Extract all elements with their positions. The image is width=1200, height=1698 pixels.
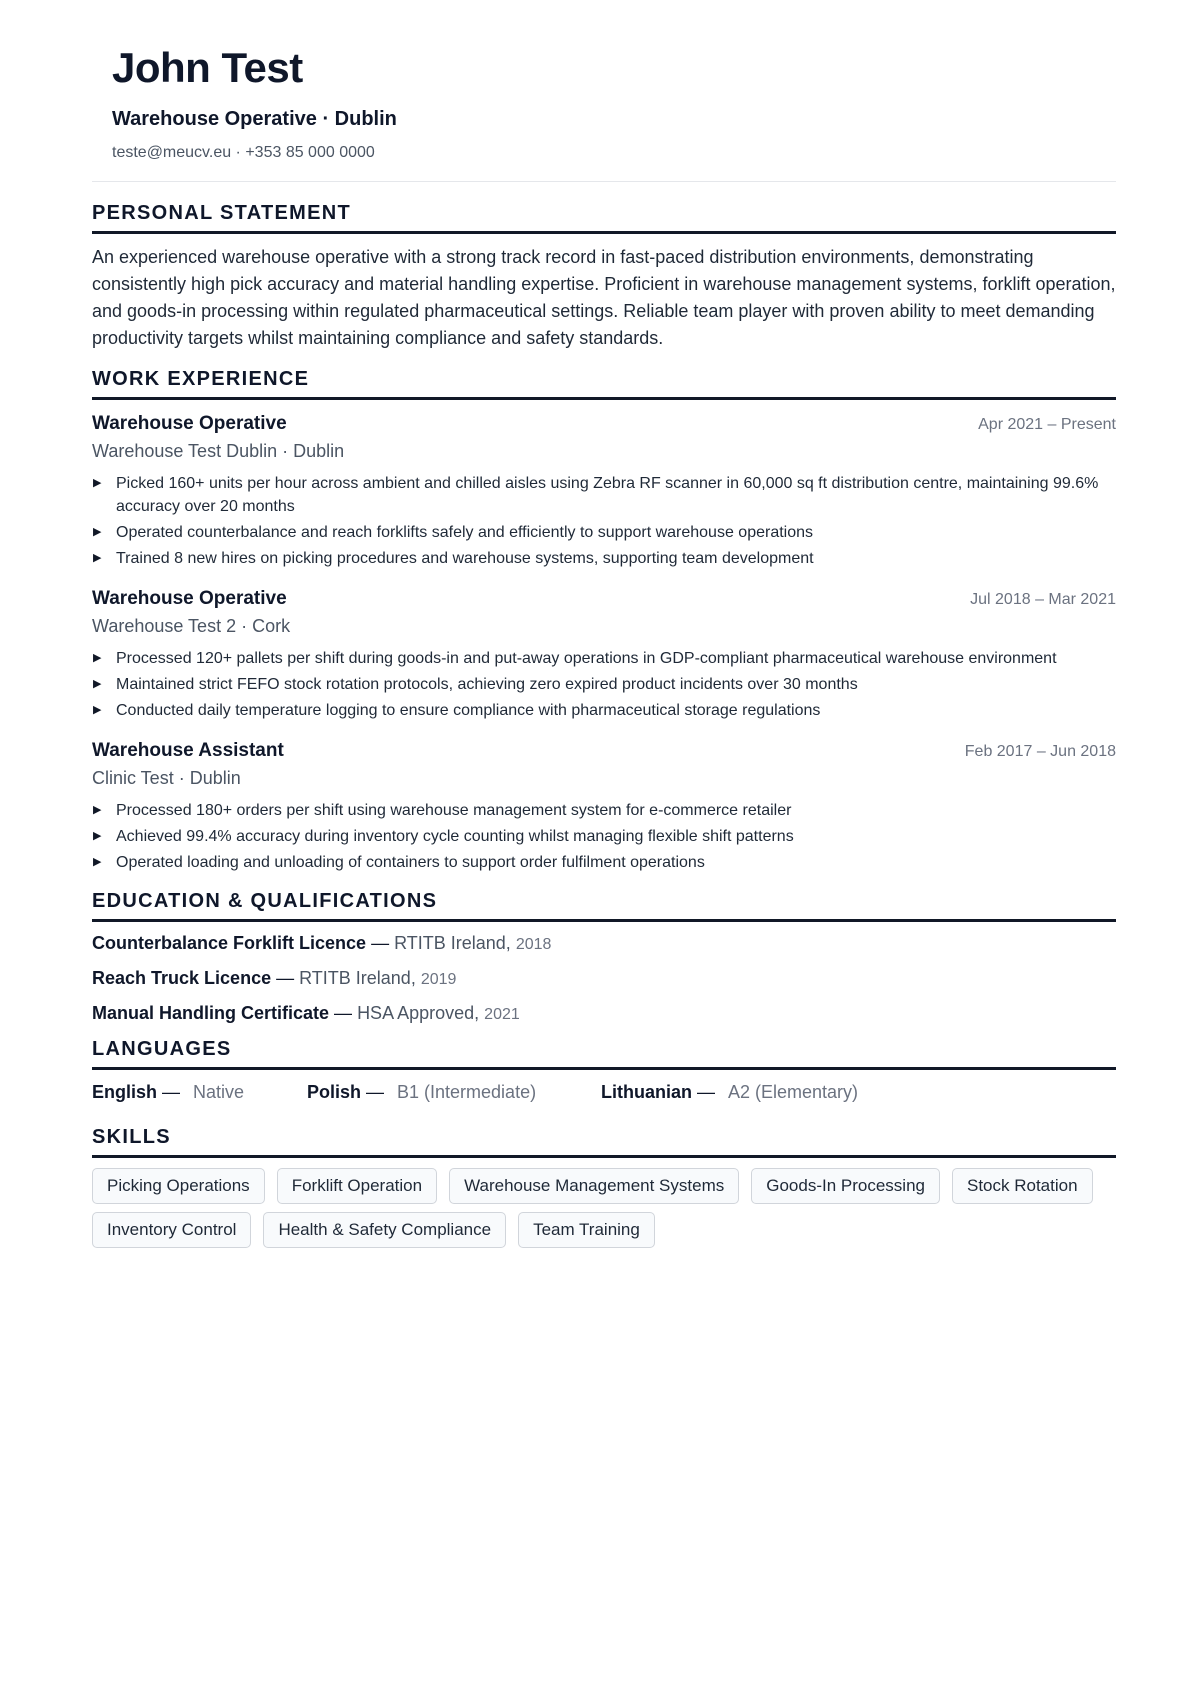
skills-list	[92, 1168, 1116, 1248]
language-item	[601, 1080, 858, 1104]
job-dates: Apr 2021 – Present	[978, 416, 1116, 433]
job-bullet	[92, 673, 1116, 696]
job-title: Warehouse Assistant	[92, 740, 284, 761]
language-level: B1 (Intermediate)	[397, 1082, 537, 1102]
skill-tag: Forklift Operation	[277, 1168, 437, 1204]
job-bullet	[92, 647, 1116, 670]
qualification-dash: —	[366, 933, 395, 953]
qualification-issuer: RTITB Ireland	[299, 968, 411, 988]
language-dash: —	[366, 1082, 385, 1102]
job-employer: Clinic Test · Dublin	[92, 768, 241, 788]
qualification-separator: ,	[505, 933, 516, 953]
job-bullet	[92, 825, 1116, 848]
language-name: Lithuanian	[601, 1082, 692, 1102]
education-list	[92, 931, 1116, 1027]
section-title: WORK EXPERIENCE	[92, 366, 1116, 400]
section-title: PERSONAL STATEMENT	[92, 200, 1116, 234]
bullet-text: Operated counterbalance and reach forklifts safely and efficiently to support warehouse operations	[116, 524, 814, 541]
job-entry	[92, 738, 1116, 874]
section-work-experience	[92, 366, 1116, 874]
skill-tag: Stock Rotation	[952, 1168, 1093, 1204]
resume-content	[92, 200, 1116, 1248]
bullet-arrow-icon: ▶	[93, 526, 102, 538]
job-entry	[92, 586, 1116, 722]
qualification-name: Reach Truck Licence	[92, 968, 272, 988]
qualification-dash: —	[329, 1003, 358, 1023]
bullet-arrow-icon: ▶	[93, 830, 102, 842]
job-dates: Feb 2017 – Jun 2018	[964, 743, 1116, 760]
job-bullet	[92, 547, 1116, 570]
skill-tag: Inventory Control	[92, 1212, 251, 1248]
skill-tag: Warehouse Management Systems	[449, 1168, 739, 1204]
language-level: A2 (Elementary)	[728, 1082, 859, 1102]
language-name: Polish	[307, 1082, 362, 1102]
bullet-arrow-icon: ▶	[93, 477, 102, 489]
job-bullet	[92, 799, 1116, 822]
job-title: Warehouse Operative	[92, 413, 287, 434]
job-header	[92, 586, 1116, 612]
section-languages	[92, 1036, 1116, 1104]
education-item	[92, 931, 1116, 957]
header-divider	[92, 181, 1116, 182]
job-bullet	[92, 699, 1116, 722]
section-title: EDUCATION & QUALIFICATIONS	[92, 888, 1116, 922]
language-name: English	[92, 1082, 158, 1102]
statement-text: An experienced warehouse operative with a strong track record in fast-paced distribution environments, demonstrating consistently high pick accuracy and material handling expertise. Proficient in warehouse management systems, forklift operation, and goods-in processing within regulated pharmaceutical settings. Reliable team player with proven ability to meet demanding productivity targets whilst maintaining compliance and safety standards.	[92, 247, 1116, 348]
qualification-issuer: RTITB Ireland	[394, 933, 506, 953]
resume-header	[112, 42, 1116, 164]
education-item	[92, 1001, 1116, 1027]
bullet-text: Picked 160+ units per hour across ambient and chilled aisles using Zebra RF scanner in 60,000 sq ft distribution centre, maintaining 99.6% accuracy over 20 months	[116, 475, 1099, 515]
bullet-arrow-icon: ▶	[93, 804, 102, 816]
job-employer: Warehouse Test Dublin · Dublin	[92, 441, 345, 461]
job-bullets	[92, 799, 1116, 874]
qualification-year: 2021	[484, 1006, 520, 1023]
job-bullet	[92, 472, 1116, 518]
language-dash: —	[697, 1082, 715, 1102]
qualification-year: 2018	[515, 936, 552, 953]
qualification-name: Counterbalance Forklift Licence	[92, 933, 367, 953]
skill-tag: Picking Operations	[92, 1168, 265, 1204]
bullet-text: Trained 8 new hires on picking procedures and warehouse systems, supporting team development	[116, 550, 814, 567]
bullet-arrow-icon: ▶	[93, 652, 102, 664]
qualification-issuer: HSA Approved	[357, 1003, 475, 1023]
job-bullets	[92, 647, 1116, 722]
section-title: LANGUAGES	[92, 1036, 1116, 1070]
job-bullet	[92, 521, 1116, 544]
section-skills	[92, 1124, 1116, 1248]
qualification-name: Manual Handling Certificate	[92, 1003, 330, 1023]
bullet-text: Maintained strict FEFO stock rotation protocols, achieving zero expired product incidents over 30 months	[116, 676, 858, 693]
job-employer: Warehouse Test 2 · Cork	[92, 616, 291, 636]
bullet-arrow-icon: ▶	[93, 856, 102, 868]
skill-tag: Health & Safety Compliance	[263, 1212, 506, 1248]
section-title: SKILLS	[92, 1124, 1116, 1158]
language-level: Native	[193, 1082, 245, 1102]
qualification-separator: ,	[474, 1003, 485, 1023]
qualification-dash: —	[271, 968, 300, 988]
job-bullets	[92, 472, 1116, 570]
job-title: Warehouse Operative	[92, 588, 287, 609]
bullet-text: Processed 120+ pallets per shift during goods-in and put-away operations in GDP-compliant pharmaceutical warehouse environment	[116, 650, 1057, 667]
qualification-separator: ,	[410, 968, 421, 988]
job-entry	[92, 411, 1116, 570]
qualification-year: 2019	[420, 971, 457, 988]
section-personal-statement	[92, 200, 1116, 352]
candidate-headline: Warehouse Operative · Dublin	[112, 108, 397, 130]
job-header	[92, 738, 1116, 764]
language-item	[307, 1080, 601, 1104]
bullet-arrow-icon: ▶	[93, 678, 102, 690]
bullet-arrow-icon: ▶	[93, 552, 102, 564]
bullet-arrow-icon: ▶	[93, 704, 102, 716]
languages-row	[92, 1080, 1116, 1104]
bullet-text: Processed 180+ orders per shift using warehouse management system for e-commerce retailer	[116, 802, 792, 819]
candidate-name: John Test	[112, 44, 303, 91]
bullet-text: Achieved 99.4% accuracy during inventory cycle counting whilst managing flexible shift patterns	[116, 828, 794, 845]
skill-tag: Team Training	[518, 1212, 655, 1248]
education-item	[92, 966, 1116, 992]
job-bullet	[92, 851, 1116, 874]
skill-tag: Goods-In Processing	[751, 1168, 940, 1204]
bullet-text: Conducted daily temperature logging to ensure compliance with pharmaceutical storage regulations	[116, 702, 821, 719]
contact-line: teste@meucv.eu · +353 85 000 0000	[112, 144, 375, 161]
bullet-text: Operated loading and unloading of containers to support order fulfilment operations	[116, 854, 705, 871]
language-item	[92, 1080, 307, 1104]
job-dates: Jul 2018 – Mar 2021	[970, 591, 1116, 608]
language-dash: —	[162, 1082, 181, 1102]
job-header	[92, 411, 1116, 437]
section-education	[92, 888, 1116, 1027]
